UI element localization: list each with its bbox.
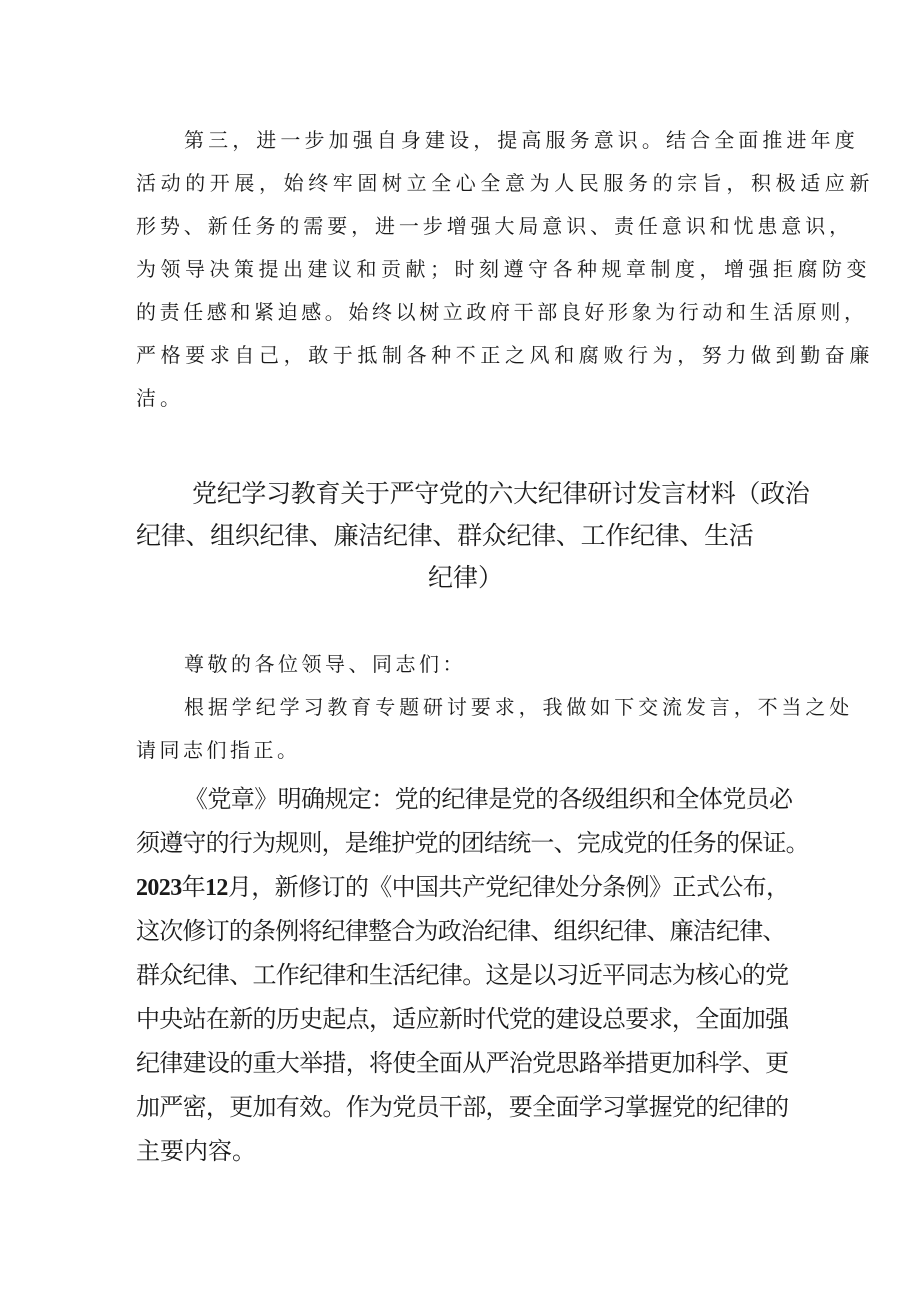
paragraph-line: 纪律建设的重大举措，将使全面从严治党思路举措更加科学、更: [136, 1049, 789, 1077]
title-line: 党纪学习教育关于严守党的六大纪律研讨发言材料（政治: [192, 479, 810, 508]
paragraph-line: 洁。: [136, 386, 184, 410]
year-suffix: 年: [181, 873, 206, 901]
paragraph-line: 形势、新任务的需要，进一步增强大局意识、责任意识和忧患意识，: [136, 214, 853, 238]
paragraph-line: [136, 867, 789, 902]
paragraph-line: 严格要求自己，敢于抵制各种不正之风和腐败行为，努力做到勤奋廉: [136, 343, 874, 367]
month-number: 12: [205, 875, 228, 901]
paragraph-line: 第三，进一步加强自身建设，提高服务意识。结合全面推进年度: [184, 128, 859, 152]
paragraph-line: 主要内容。: [136, 1137, 256, 1165]
paragraph-line: 加严密，更加有效。作为党员干部，要全面学习掌握党的纪律的: [136, 1093, 789, 1121]
year-number: 2023: [136, 875, 182, 901]
paragraph-line: 中央站在新的历史起点，适应新时代党的建设总要求，全面加强: [136, 1005, 789, 1033]
paragraph-line: 这次修订的条例将纪律整合为政治纪律、组织纪律、廉洁纪律、: [136, 917, 786, 945]
title-line: 纪律）: [428, 563, 504, 592]
paragraph-line: 请同志们指正。: [136, 738, 301, 762]
paragraph-line: 根据学纪学习教育专题研讨要求，我做如下交流发言，不当之处: [184, 695, 854, 719]
paragraph-line: 为领导决策提出建议和贡献；时刻遵守各种规章制度，增强拒腐防变: [136, 257, 871, 281]
salutation: 尊敬的各位领导、同志们：: [184, 652, 466, 676]
paragraph-line: 须遵守的行为规则，是维护党的团结统一、完成党的任务的保证。: [136, 829, 809, 857]
title-line: 纪律、组织纪律、廉洁纪律、群众纪律、工作纪律、生活: [136, 521, 754, 550]
paragraph-line: 《党章》明确规定：党的纪律是党的各级组织和全体党员必: [184, 785, 793, 813]
paragraph-line: 群众纪律、工作纪律和生活纪律。这是以习近平同志为核心的党: [136, 961, 789, 989]
paragraph-text: 月，新修订的《中国共产党纪律处分条例》正式公布，: [227, 873, 790, 901]
paragraph-line: 活动的开展，始终牢固树立全心全意为人民服务的宗旨，积极适应新: [136, 171, 874, 195]
paragraph-line: 的责任感和紧迫感。始终以树立政府干部良好形象为行动和生活原则，: [136, 300, 868, 324]
